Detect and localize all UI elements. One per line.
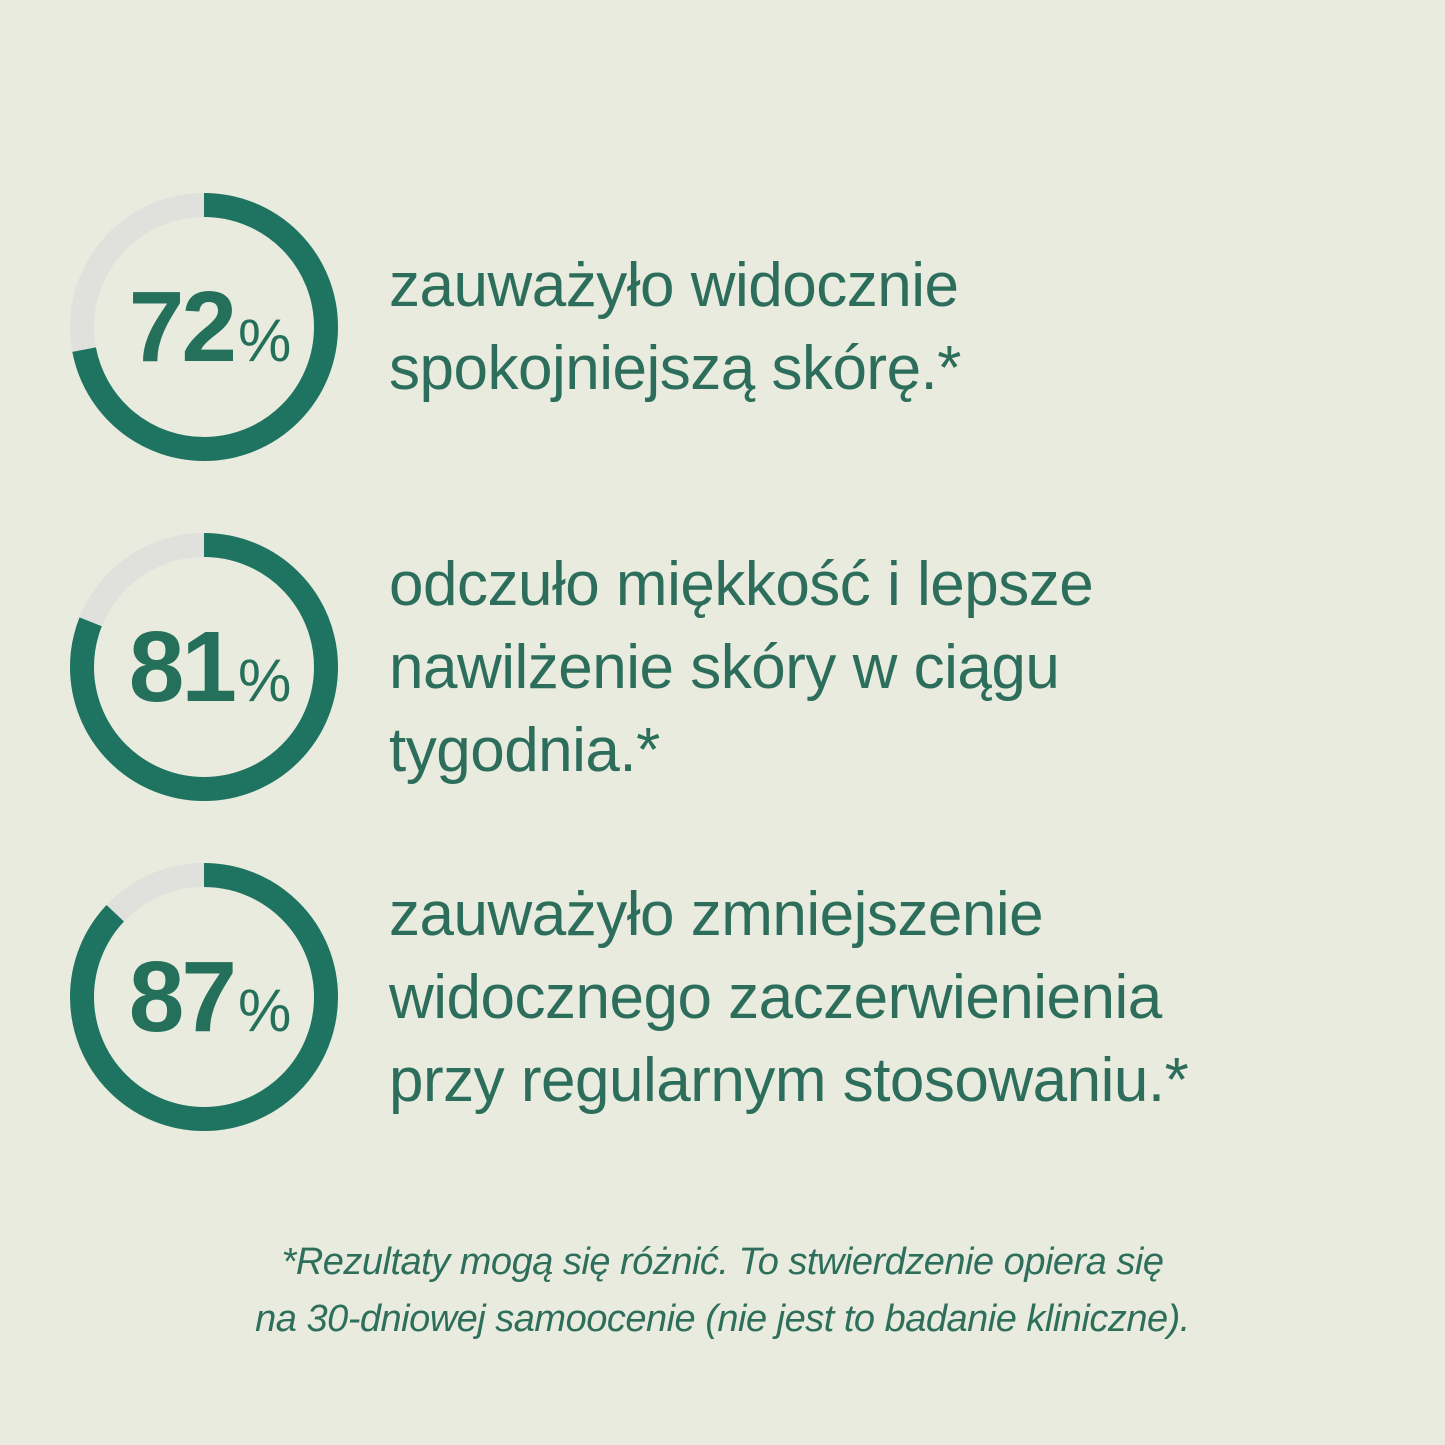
stat-description-line: tygodnia.* <box>389 715 660 785</box>
percent-sign: % <box>237 647 292 714</box>
stat-number: 72 <box>128 271 234 383</box>
stat-description-line: przy regularnym stosowaniu.* <box>389 1045 1189 1115</box>
footnote-line: na 30-dniowej samoocenie (nie jest to badanie kliniczne). <box>255 1298 1190 1340</box>
percentage-label <box>68 191 340 463</box>
percentage-label <box>68 861 340 1133</box>
stat-row-72 <box>68 191 961 463</box>
donut-chart-87 <box>68 861 340 1133</box>
donut-chart-81 <box>68 531 340 803</box>
percentage-value-group <box>128 941 292 1053</box>
donut-chart-72 <box>68 191 340 463</box>
stat-number: 81 <box>128 611 234 723</box>
percentage-value-group <box>128 271 292 383</box>
stat-description-line: odczuło miękkość i lepsze <box>389 549 1094 619</box>
percentage-label <box>68 531 340 803</box>
percentage-value-group <box>128 611 292 723</box>
footnote-line: *Rezultaty mogą się różnić. To stwierdzenie opiera się <box>281 1241 1164 1283</box>
stat-description-line: zauważyło widocznie <box>389 251 959 320</box>
stat-description <box>389 873 1188 1122</box>
stat-description <box>389 543 1093 792</box>
stat-row-81 <box>68 531 1093 803</box>
stat-description-line: nawilżenie skóry w ciągu <box>389 632 1060 702</box>
stat-description-line: widocznego zaczerwienienia <box>389 962 1162 1032</box>
stat-number: 87 <box>128 941 234 1053</box>
stat-description <box>389 244 961 410</box>
stat-description-line: zauważyło zmniejszenie <box>389 879 1044 949</box>
percent-sign: % <box>237 977 292 1044</box>
stat-description-line: spokojniejszą skórę.* <box>389 334 961 403</box>
footnote <box>0 1234 1445 1348</box>
percent-sign: % <box>237 307 292 374</box>
stat-row-87 <box>68 861 1188 1133</box>
